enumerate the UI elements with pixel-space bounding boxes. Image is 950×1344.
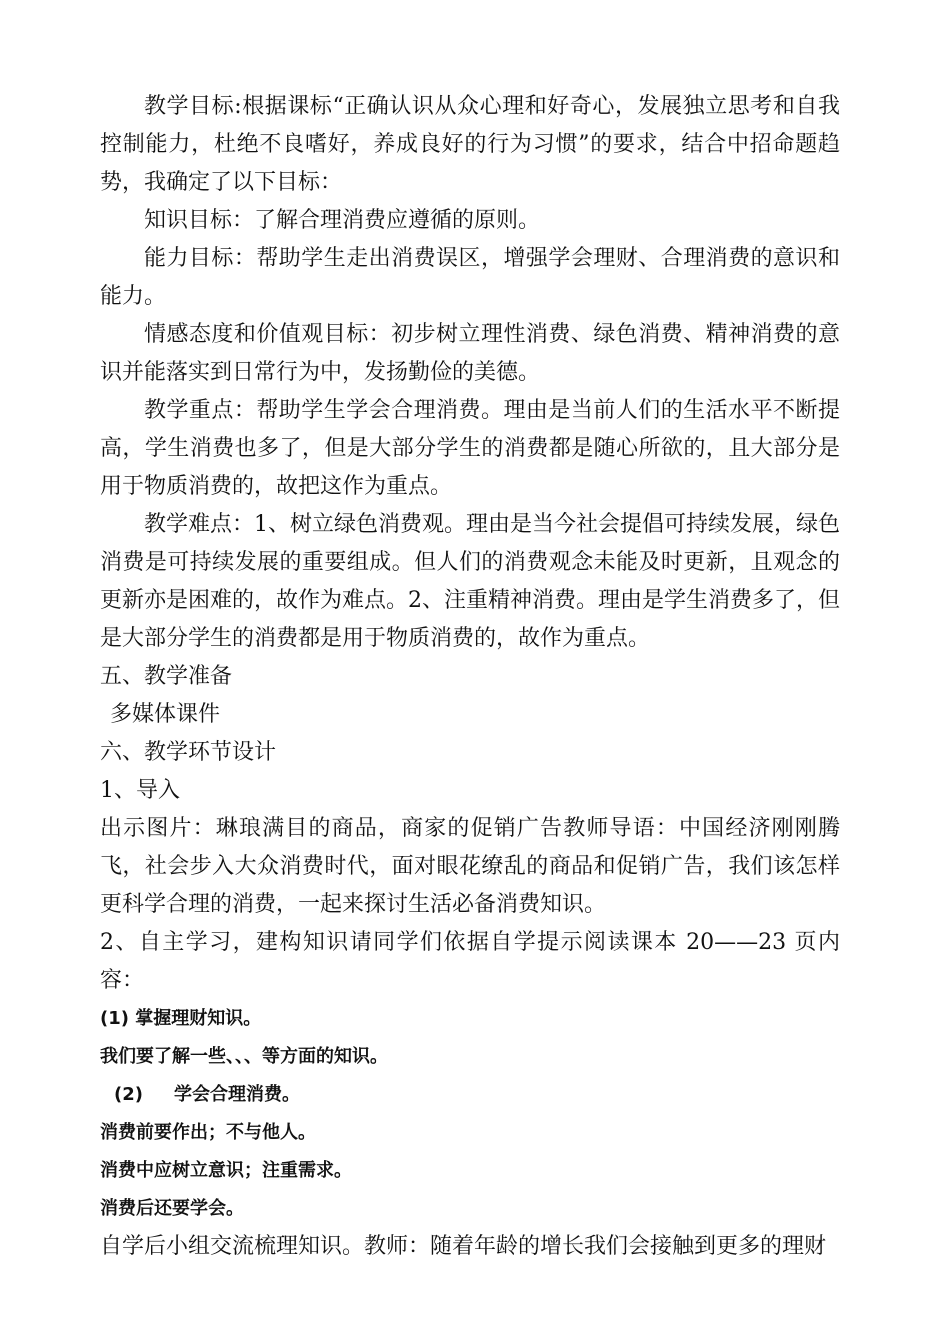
item-2-number: (2)	[114, 1084, 143, 1105]
item-2-heading: 学会合理消费。	[174, 1084, 300, 1105]
key-point-paragraph: 教学重点：帮助学生学会合理消费。理由是当前人们的生活水平不断提高，学生消费也多了，但是大部分学生的消费都是随心所欲的，且大部分是用于物质消费的，故把这作为重点。	[100, 398, 840, 499]
item-2-line-3: 消费后还要学会。	[100, 1198, 244, 1219]
emotion-goal-paragraph: 情感态度和价值观目标：初步树立理性消费、绿色消费、精神消费的意识并能落实到日常行为中，发扬勤俭的美德。	[100, 322, 840, 385]
closing-text: 自学后小组交流梳理知识。教师：随着年龄的增长我们会接触到更多的理财	[100, 1234, 827, 1259]
item-1-heading: (1) 掌握理财知识。	[100, 1008, 262, 1029]
step-2-text: 2、自主学习，建构知识请同学们依据自学提示阅读课本 20——23 页内容：	[100, 930, 840, 993]
ability-goal-paragraph: 能力目标：帮助学生走出消费误区，增强学会理财、合理消费的意识和能力。	[100, 246, 840, 309]
document-body	[100, 88, 840, 1266]
item-1-text: 我们要了解一些、、、等方面的知识。	[100, 1046, 388, 1067]
item-2-heading-row	[100, 1076, 840, 1114]
item-2-line-1: 消费前要作出；不与他人。	[100, 1122, 316, 1143]
step-1-text: 出示图片：琳琅满目的商品，商家的促销广告教师导语：中国经济刚刚腾飞，社会步入大众消费时代，面对眼花缭乱的商品和促销广告，我们该怎样更科学合理的消费，一起来探讨生活必备消费知识。	[100, 816, 840, 917]
difficulty-paragraph: 教学难点：1、树立绿色消费观。理由是当今社会提倡可持续发展，绿色消费是可持续发展的重要组成。但人们的消费观念未能及时更新，且观念的更新亦是困难的，故作为难点。2、注重精神消费。理由是学生消费多了，但是大部分学生的消费都是用于物质消费的，故作为重点。	[100, 512, 840, 651]
section-6-heading: 六、教学环节设计	[100, 740, 277, 765]
section-5-item: 多媒体课件	[110, 702, 221, 727]
teaching-goals-paragraph: 教学目标:根据课标“正确认识从众心理和好奇心，发展独立思考和自我控制能力，杜绝不良嗜好，养成良好的行为习惯”的要求，结合中招命题趋势，我确定了以下目标：	[100, 94, 840, 195]
knowledge-goal-paragraph: 知识目标：了解合理消费应遵循的原则。	[144, 208, 541, 233]
item-2-line-2: 消费中应树立意识；注重需求。	[100, 1160, 352, 1181]
step-1-heading: 1、导入	[100, 778, 180, 803]
section-5-heading: 五、教学准备	[100, 664, 233, 689]
